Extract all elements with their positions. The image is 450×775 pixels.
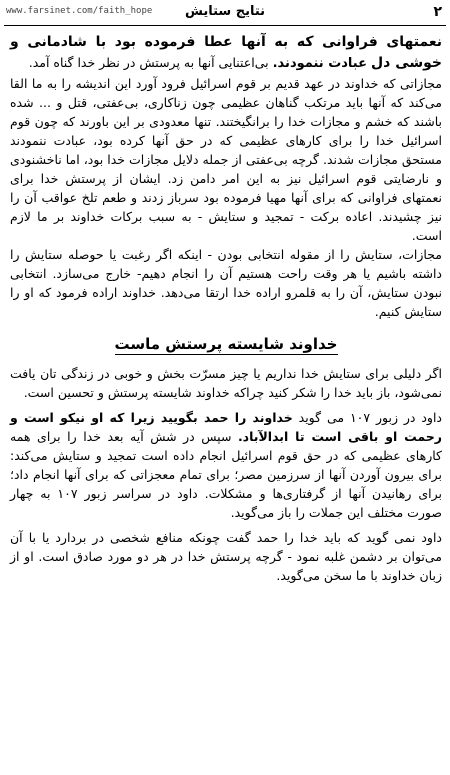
header-rule	[4, 25, 446, 26]
paragraph-5	[10, 408, 442, 522]
running-title: نتایج ستایش	[184, 4, 266, 19]
paragraph-5-quote: خداوند را حمد بگویید زیرا که او نیکو است و رحمت او باقی است تا ابدالآباد.	[10, 410, 443, 444]
paragraph-2: مجازاتی که خداوند در عهد قدیم بر قوم اسرائیل فرود آورد این اندیشه را به ما القا می‌کند که آنها باید مرتکب گناهان عظیمی چون زناکاری، بی‌عفتی، قتل و ... شده باشند که خشم و مجازات خدا را برانگیختند. تنها معدودی بر این باورند که چون قوم اسرائیل خدا را برای کارهای عظیمی که در حق آنها کرده بود، عبادت ننمودند مستحق مجازات شدند. گرچه بی‌عفتی از جمله دلایل مجازات خدا بود، اما ناخشنودی و نارضایتی قوم اسرائیل نیز به این امر دامن زد. ایشان از پرستش خدا برای نعمتهای فراوانی که برای آنها مهیا فرموده بود سرباز زدند و طعم تلخ عواقب آن را نیز چشیدند. اعاده برکت - تمجید و ستایش - به سبب برکات خداوند بر ما لازم است.	[10, 76, 442, 243]
paragraph-1-lead: نعمتهای فراوانی که به آنها عطا فرموده بود با شادمانی و خوشی دل	[10, 34, 442, 71]
paragraph-1-bold-tail: عبادت ننمودند.	[272, 56, 367, 71]
paragraph-5-rest: سپس در شش آیه بعد خدا را برای همه کارهای عظیمی که در حق قوم اسرائیل انجام داده است تمجید و ستایش می‌کند: برای بیرون آوردن آنها از سرزمین مصر؛ برای تمام معجزاتی که برای آنها انجام داد؛ برای رهانیدن آنها از گرفتاری‌ها و مشکلات. داود در سراسر زبور ۱۰۷ به چهار صورت مختلف این جملات را باز می‌گوید.	[10, 429, 442, 520]
page-content	[10, 32, 442, 585]
paragraph-4: اگر دلیلی برای ستایش خدا نداریم یا چیز مسرّت بخش و خوبی در زندگی تان یافت نمی‌شود، باز باید خدا را شکر کنید چراکه خداوند شایسته پرستش و تحسین است.	[10, 366, 442, 400]
section-heading-text: خداوند شایسته پرستش ماست	[114, 335, 338, 353]
paragraph-6: داود نمی گوید که باید خدا را حمد گفت چونکه منافع شخصی در بردارد یا با آن می‌توان بر دشمن غلبه نمود - گرچه پرستش خدا در هر دو مورد صادق است. او از زبان خداوند با ما سخن می‌گوید.	[10, 530, 442, 583]
paragraph-1	[10, 32, 442, 74]
paragraph-5-intro: داود در زبور ۱۰۷ می گوید	[292, 410, 442, 425]
paragraph-3: مجازات، ستایش را از مقوله انتخابی بودن - اینکه اگر رغبت یا حوصله ستایش را داشته باشیم یا هر وقت راحت هستیم آن را انجام دهیم- خارج می‌سازد. انتخابی نبودن ستایش، آن را به قلمرو اراده خدا ارتقا می‌دهد. خداوند اراده فرمود که او را ستایش کنیم.	[10, 247, 442, 319]
header-url: www.farsinet.com/faith_hope	[6, 6, 153, 16]
page-header	[0, 0, 450, 28]
paragraph-1-rest: بی‌اعتنایی آنها به پرستش در نظر خدا گناه آمد.	[28, 55, 273, 70]
page-number: ۲	[433, 4, 442, 20]
section-heading	[10, 335, 442, 354]
